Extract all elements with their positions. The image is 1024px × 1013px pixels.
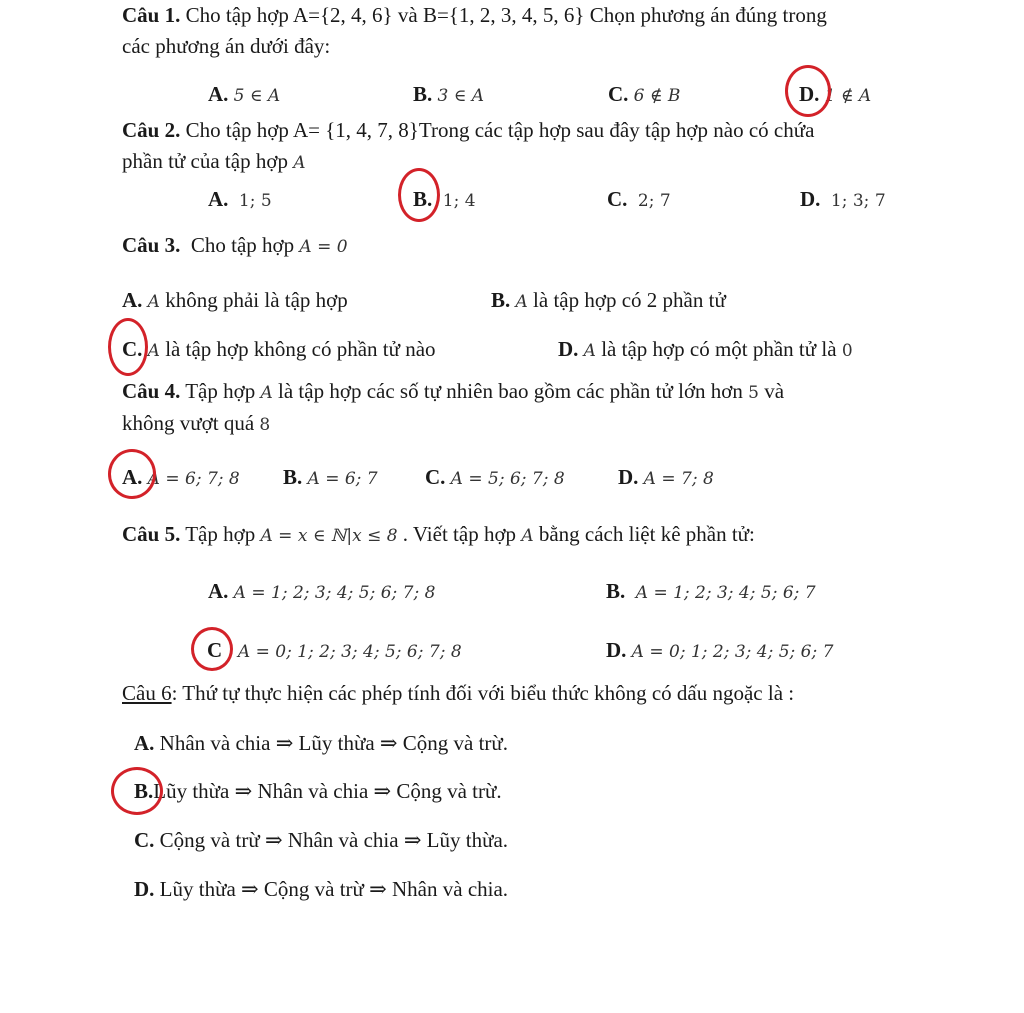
q2-text1: Cho tập hợp A= {1, 4, 7, 8}Trong các tập hợp sau đây tập hợp nào có chứa: [185, 118, 815, 142]
option-var: A: [583, 341, 596, 361]
q4-option-d[interactable]: [618, 464, 714, 492]
q2-option-c[interactable]: [607, 186, 671, 214]
q5-line: [122, 521, 755, 549]
q4-text1c: và: [764, 379, 785, 403]
q6-option-d[interactable]: [134, 876, 508, 902]
option-text: Cộng và trừ ⇒ Nhân và chia ⇒ Lũy thừa.: [159, 828, 509, 852]
option-var: A: [515, 292, 528, 312]
answer-circle-q6: [111, 767, 163, 815]
answer-circle-q3: [108, 318, 148, 376]
q5-option-d[interactable]: [606, 637, 833, 665]
q6-option-c[interactable]: [134, 827, 508, 853]
option-letter: D.: [606, 638, 627, 662]
option-letter: A.: [122, 465, 143, 489]
q4-var: A: [260, 383, 273, 403]
option-math: A = 1; 2; 3; 4; 5; 6; 7: [635, 583, 816, 603]
option-letter: C: [207, 638, 223, 662]
option-letter: A.: [208, 579, 229, 603]
option-math: 2; 7: [637, 191, 671, 211]
q5-math: A = x ∈ ℕ|x ≤ 8: [260, 526, 398, 546]
option-text: là tập hợp có một phần tử là: [601, 337, 837, 361]
option-letter: B.: [413, 187, 433, 211]
q3-text: Cho tập hợp: [190, 233, 295, 257]
answer-circle-q4: [108, 449, 156, 499]
q6-option-b[interactable]: [134, 778, 502, 804]
q1-option-a[interactable]: [208, 81, 280, 109]
option-math: 1; 5: [238, 191, 272, 211]
option-math: A = 0; 1; 2; 3; 4; 5; 6; 7: [631, 642, 834, 662]
q4-n1: 5: [748, 383, 759, 403]
q4-text1b: là tập hợp các số tự nhiên bao gồm các phần tử lớn hơn: [278, 379, 743, 403]
q6-label: Câu 6: [122, 681, 172, 705]
option-math: 3 ∈ A: [437, 86, 484, 106]
option-letter: A.: [208, 187, 229, 211]
option-math: 5 ∈ A: [233, 86, 281, 106]
q2-line2: [122, 148, 305, 176]
q1-line2: các phương án dưới đây:: [122, 34, 331, 58]
option-text: không phải là tập hợp: [165, 288, 348, 312]
option-math: A = 5; 6; 7; 8: [450, 469, 565, 489]
option-text: là tập hợp không có phần tử nào: [165, 337, 436, 361]
q2-option-a[interactable]: [208, 186, 272, 214]
option-text: Nhân và chia ⇒ Lũy thừa ⇒ Cộng và trừ.: [159, 731, 509, 755]
q5-text2: . Viết tập hợp: [402, 522, 517, 546]
q2-line1: [122, 117, 814, 143]
q6-option-a[interactable]: [134, 730, 508, 756]
q5-option-a[interactable]: [208, 578, 435, 606]
answer-circle-q5: [191, 627, 233, 671]
option-math: A = 6; 7: [307, 469, 378, 489]
option-math: 6 ∉ B: [633, 86, 681, 106]
q4-option-c[interactable]: [425, 464, 565, 492]
q1-option-b[interactable]: [413, 81, 484, 109]
q2-text2: phần tử của tập hợp: [122, 149, 288, 173]
option-letter: D.: [799, 82, 820, 106]
q5-option-b[interactable]: [606, 578, 816, 606]
option-var: A: [147, 341, 160, 361]
answer-circle-q2: [398, 168, 440, 222]
option-math: 0: [841, 341, 853, 361]
option-var: A: [147, 292, 160, 312]
option-text: Lũy thừa ⇒ Cộng và trừ ⇒ Nhân và chia.: [159, 877, 509, 901]
q5-option-c[interactable]: [207, 637, 462, 665]
q6-line: [122, 680, 794, 706]
q2-option-d[interactable]: [800, 186, 886, 214]
q5-text1: Tập hợp: [185, 522, 256, 546]
q4-text2: không vượt quá: [122, 411, 255, 435]
option-letter: A.: [122, 288, 143, 312]
q1-text1: Cho tập hợp A={2, 4, 6} và B={1, 2, 3, 4, 5, 6} Chọn phương án đúng trong: [185, 3, 827, 27]
q5-var: A: [521, 526, 534, 546]
q2-label: Câu 2.: [122, 118, 181, 142]
option-letter: C.: [608, 82, 629, 106]
q4-n2: 8: [259, 415, 271, 435]
option-math: A = 0; 1; 2; 3; 4; 5; 6; 7; 8: [237, 642, 462, 662]
option-letter: D.: [134, 877, 155, 901]
option-math: A = 7; 8: [643, 469, 714, 489]
q4-line2: [122, 410, 270, 438]
option-math: A = 6; 7; 8: [147, 469, 240, 489]
q3-line: [122, 232, 348, 260]
q1-option-c[interactable]: [608, 81, 680, 109]
q1-line1: [122, 2, 827, 28]
option-letter: D.: [800, 187, 821, 211]
option-text: Lũy thừa ⇒ Nhân và chia ⇒ Cộng và trừ.: [153, 779, 502, 803]
q3-math: A = 0: [299, 237, 348, 257]
option-math: 1; 4: [442, 191, 476, 211]
q5-text3: bằng cách liệt kê phần tử:: [538, 522, 755, 546]
answer-circle-q1: [785, 65, 831, 117]
q4-text1a: Tập hợp: [185, 379, 256, 403]
q4-label: Câu 4.: [122, 379, 181, 403]
option-text: là tập hợp có 2 phần tử: [533, 288, 726, 312]
option-letter: D.: [618, 465, 639, 489]
option-letter: C.: [607, 187, 628, 211]
q2-var: A: [293, 153, 306, 173]
q5-label: Câu 5.: [122, 522, 181, 546]
q3-option-a[interactable]: [122, 287, 348, 315]
option-letter: B.: [134, 779, 154, 803]
option-letter: A.: [208, 82, 229, 106]
option-letter: B.: [491, 288, 511, 312]
q4-option-b[interactable]: [283, 464, 378, 492]
option-letter: B.: [413, 82, 433, 106]
q6-text: : Thứ tự thực hiện các phép tính đối với biểu thức không có dấu ngoặc là :: [171, 681, 795, 705]
option-math: 1; 3; 7: [830, 191, 886, 211]
q3-option-d[interactable]: [558, 336, 853, 364]
option-math: A = 1; 2; 3; 4; 5; 6; 7; 8: [233, 583, 436, 603]
q3-option-c[interactable]: [122, 336, 436, 364]
option-math: 1 ∉ A: [824, 86, 872, 106]
q3-label: Câu 3.: [122, 233, 181, 257]
q1-label: Câu 1.: [122, 3, 181, 27]
option-letter: C.: [122, 337, 143, 361]
option-letter: C.: [134, 828, 155, 852]
option-letter: C.: [425, 465, 446, 489]
option-letter: A.: [134, 731, 155, 755]
option-letter: B.: [606, 579, 626, 603]
q3-option-b[interactable]: [491, 287, 726, 315]
option-letter: B.: [283, 465, 303, 489]
option-letter: D.: [558, 337, 579, 361]
q4-line1: [122, 378, 784, 406]
